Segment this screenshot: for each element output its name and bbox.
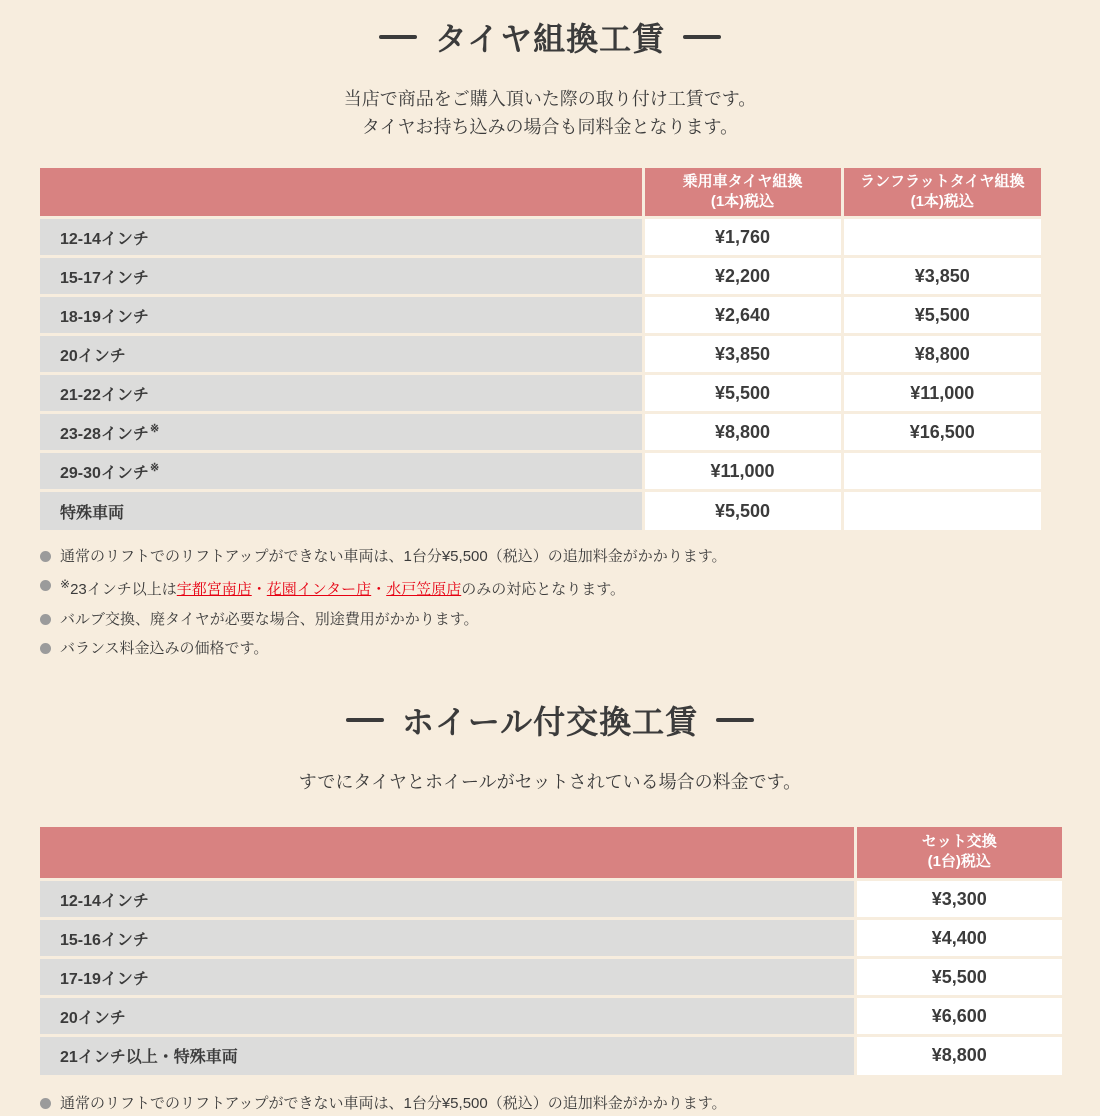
note-item: [40, 1093, 1100, 1116]
bullet-icon: [40, 643, 51, 654]
notes-list: [40, 1093, 1100, 1116]
note-item-stores: [40, 575, 1100, 602]
bullet-icon: [40, 614, 51, 625]
notes-list: [40, 546, 1100, 661]
set-price-cell: ¥3,300: [855, 880, 1062, 919]
table-row: [40, 880, 1062, 919]
table-row: [40, 257, 1041, 296]
runflat-price-cell: ¥8,800: [842, 335, 1041, 374]
row-label-cell: [40, 491, 643, 530]
note-text: 通常のリフトでのリフトアップができない車両は、1台分¥5,500（税込）の追加料金がかかります。: [60, 1094, 727, 1112]
row-label: 20インチ: [60, 347, 126, 365]
asterisk-mark: ※: [149, 423, 160, 436]
row-label-cell: [40, 257, 643, 296]
row-label: 15-17インチ: [60, 269, 149, 287]
table-row: [40, 413, 1041, 452]
set-price-cell: ¥5,500: [855, 958, 1062, 997]
table-row: [40, 997, 1062, 1036]
header-line: (1台)税込: [927, 853, 991, 871]
table-row: [40, 1036, 1062, 1075]
passenger-price-cell: ¥2,640: [643, 296, 842, 335]
row-label-cell: [40, 452, 643, 491]
tire-mount-fee-table: [40, 168, 1041, 530]
row-label-cell: [40, 413, 643, 452]
passenger-price-cell: ¥5,500: [643, 491, 842, 530]
passenger-price-cell: ¥3,850: [643, 335, 842, 374]
row-label-cell: 21インチ以上・特殊車両: [40, 1036, 855, 1075]
row-label: 29-30インチ: [60, 464, 149, 482]
row-label: 21-22インチ: [60, 386, 149, 404]
section-title-wheel-set: [0, 697, 1100, 743]
runflat-price-cell: [842, 218, 1041, 257]
bullet-icon: [40, 580, 51, 591]
bullet-icon: [40, 551, 51, 562]
passenger-price-cell: ¥11,000: [643, 452, 842, 491]
store-link-hanazono-inter[interactable]: 花園インター店: [266, 581, 372, 599]
row-label-cell: [40, 374, 643, 413]
section-subtitle: すでにタイヤとホイールがセットされている場合の料金です。: [298, 771, 802, 792]
section-subtitle: [0, 86, 1100, 142]
subtitle-line: 当店で商品をご購入頂いた際の取り付け工賃です。: [343, 89, 757, 109]
row-label: 23-28インチ: [60, 425, 149, 443]
passenger-price-cell: ¥5,500: [643, 374, 842, 413]
note-text: 通常のリフトでのリフトアップができない車両は、1台分¥5,500（税込）の追加料金がかかります。: [60, 547, 727, 565]
row-label-cell: [40, 335, 643, 374]
row-label-cell: [40, 218, 643, 257]
title-dash-left: [379, 35, 417, 39]
passenger-price-cell: ¥8,800: [643, 413, 842, 452]
wheel-set-fee-section: [0, 697, 1100, 1115]
table-row: [40, 218, 1041, 257]
section-title-tire-mount: [0, 0, 1100, 60]
note-suffix: のみの対応となります。: [461, 581, 626, 599]
row-label-cell: 12-14インチ: [40, 880, 855, 919]
row-label: 18-19インチ: [60, 308, 149, 326]
note-item: [40, 638, 1100, 661]
store-link-utsunomiya-minami[interactable]: 宇都宮南店: [176, 581, 252, 599]
table-header-row: [40, 168, 1041, 218]
header-cell-empty: [40, 827, 855, 880]
runflat-price-cell: ¥11,000: [842, 374, 1041, 413]
note-prefix: 23インチ以上は: [70, 581, 177, 599]
header-cell-set-exchange: [855, 827, 1062, 880]
link-separator: ・: [371, 581, 387, 599]
header-cell-runflat: [842, 168, 1041, 218]
runflat-price-cell: ¥3,850: [842, 257, 1041, 296]
header-line: ランフラットタイヤ組換: [860, 172, 1025, 190]
set-price-cell: ¥6,600: [855, 997, 1062, 1036]
table-row: [40, 296, 1041, 335]
note-text: [60, 575, 625, 602]
header-cell-passenger: [643, 168, 842, 218]
table-row: [40, 491, 1041, 530]
note-item: [40, 546, 1100, 569]
table-row: [40, 958, 1062, 997]
asterisk-mark: ※: [60, 577, 71, 592]
title-dash-left: [346, 718, 384, 722]
row-label: 12-14インチ: [60, 230, 149, 248]
title-dash-right: [716, 718, 754, 722]
runflat-price-cell: ¥5,500: [842, 296, 1041, 335]
passenger-price-cell: ¥2,200: [643, 257, 842, 296]
row-label-cell: [40, 296, 643, 335]
table-header-row: [40, 827, 1062, 880]
set-price-cell: ¥8,800: [855, 1036, 1062, 1075]
row-label-cell: 20インチ: [40, 997, 855, 1036]
wheel-set-fee-table: [40, 827, 1062, 1075]
table-row: [40, 374, 1041, 413]
store-link-mito-kasahara[interactable]: 水戸笠原店: [386, 581, 462, 599]
header-line: 乗用車タイヤ組換: [682, 172, 803, 190]
header-line: セット交換: [921, 833, 997, 851]
note-text: バルブ交換、廃タイヤが必要な場合、別途費用がかかります。: [60, 610, 479, 628]
runflat-price-cell: ¥16,500: [842, 413, 1041, 452]
note-text: バランス料金込みの価格です。: [60, 640, 269, 658]
title-dash-right: [683, 35, 721, 39]
row-label-cell: 15-16インチ: [40, 919, 855, 958]
header-line: (1本)税込: [910, 193, 974, 211]
header-cell-empty: [40, 168, 643, 218]
link-separator: ・: [251, 581, 267, 599]
table-row: [40, 335, 1041, 374]
table-row: [40, 919, 1062, 958]
runflat-price-cell: [842, 491, 1041, 530]
bullet-icon: [40, 1098, 51, 1109]
section-title-text: タイヤ組換工賃: [434, 21, 666, 57]
note-item: [40, 609, 1100, 632]
passenger-price-cell: ¥1,760: [643, 218, 842, 257]
set-price-cell: ¥4,400: [855, 919, 1062, 958]
section-title-text: ホイール付交換工賃: [401, 703, 699, 740]
row-label: 特殊車両: [60, 504, 125, 522]
table-row: [40, 452, 1041, 491]
asterisk-mark: ※: [149, 462, 160, 475]
header-line: (1本)税込: [710, 193, 775, 211]
subtitle-line: タイヤお持ち込みの場合も同料金となります。: [361, 116, 739, 137]
runflat-price-cell: [842, 452, 1041, 491]
row-label-cell: 17-19インチ: [40, 958, 855, 997]
